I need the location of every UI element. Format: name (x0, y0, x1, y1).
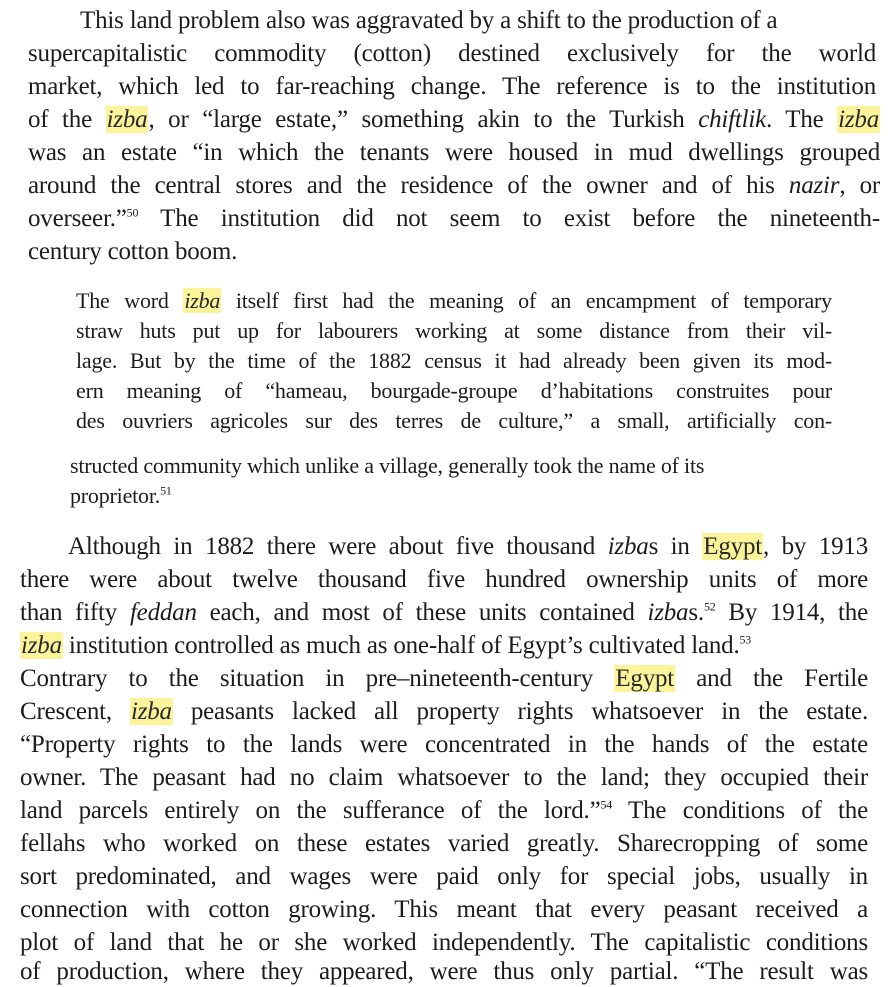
text-run: than fifty (20, 599, 130, 626)
text-run: peasants lacked all property rights whatsoever in the estate. (172, 698, 868, 725)
text-line (76, 407, 832, 435)
text-line (28, 138, 880, 168)
text-line (20, 796, 868, 826)
text-run: , or (839, 172, 881, 199)
italic-term: nazir (788, 172, 840, 199)
text-line (28, 105, 880, 135)
text-line (76, 377, 832, 405)
text-run: market, which led to far-reaching change. The reference is to the institution (28, 73, 876, 100)
italic-term: chiftlik (698, 106, 767, 133)
text-run: s in (648, 533, 703, 560)
text-run: Contrary to the situation in pre–nineteenth-century (20, 665, 615, 692)
text-line (76, 317, 832, 345)
text-run: itself first had the meaning of an encampment of temporary (221, 288, 832, 313)
text-line (20, 697, 868, 727)
text-line (20, 957, 868, 987)
text-line (80, 6, 876, 36)
text-run: and the Fertile (675, 665, 868, 692)
text-run: The institution did not seem to exist before the nineteenth- (138, 205, 880, 232)
text-line (20, 895, 868, 925)
text-run: each, and most of these units contained (196, 599, 648, 626)
highlighted-term: Egypt (615, 665, 675, 692)
text-line (20, 928, 868, 958)
footnote-marker: 53 (739, 632, 752, 647)
text-run: of production, where they appeared, were thus only partial. “The result was (20, 958, 868, 985)
text-run: supercapitalistic commodity (cotton) destined exclusively for the world (28, 40, 876, 67)
text-line (76, 347, 832, 375)
text-run: lage. But by the time of the 1882 census it had already been given its mod- (76, 348, 832, 373)
text-run: of the (28, 106, 106, 133)
highlighted-term: izba (838, 106, 880, 133)
text-run: sort predominated, and wages were paid only for special jobs, usually in (20, 863, 868, 890)
text-run: owner. The peasant had no claim whatsoever to the land; they occupied their (20, 764, 868, 791)
text-line (28, 204, 880, 234)
text-run: century cotton boom. (28, 238, 238, 265)
text-line (20, 631, 751, 661)
highlighted-term: Egypt (703, 533, 762, 560)
footnote-marker: 50 (126, 205, 139, 220)
text-run: s. (688, 599, 704, 626)
text-run: overseer.” (28, 205, 127, 232)
text-run: des ouvriers agricoles sur des terres de culture,” a small, artificially con- (76, 408, 832, 433)
text-run: fellahs who worked on these estates varied greatly. Sharecropping of some (20, 830, 868, 857)
text-line (20, 664, 868, 694)
text-line (70, 482, 172, 510)
text-run: institution controlled as much as one-half of Egypt’s cultivated land. (62, 632, 740, 659)
footnote-marker: 51 (160, 483, 172, 498)
text-line (20, 862, 868, 892)
text-run: proprietor. (70, 483, 161, 508)
text-run: around the central stores and the residence of the owner and of his (28, 172, 789, 199)
text-line (28, 171, 880, 201)
text-run: ern meaning of “hameau, bourgade-groupe d’habitations construites pour (76, 378, 832, 403)
text-run: there were about twelve thousand five hundred ownership units of more (20, 566, 868, 593)
text-line (20, 565, 868, 595)
text-line (68, 532, 868, 562)
text-run: plot of land that he or she worked independently. The capitalistic conditions (20, 929, 868, 956)
italic-term: feddan (129, 599, 197, 626)
text-run: connection with cotton growing. This meant that every peasant received a (20, 896, 868, 923)
text-line (20, 730, 868, 760)
text-run: The conditions of the (612, 797, 869, 824)
text-run: The word (76, 288, 184, 313)
highlighted-term: izba (21, 632, 62, 659)
text-run: This land problem also was aggravated by a shift to the production of a (80, 7, 778, 34)
text-run: structed community which unlike a village, generally took the name of its (70, 453, 705, 478)
text-line (28, 72, 876, 102)
highlighted-term: izba (184, 288, 221, 313)
text-line (76, 287, 832, 315)
italic-term: izba (647, 599, 689, 626)
italic-term: izba (607, 533, 649, 560)
text-line (20, 763, 868, 793)
highlighted-term: izba (106, 106, 148, 133)
text-run: . The (766, 106, 838, 133)
highlighted-term: izba (130, 698, 172, 725)
text-run: straw huts put up for labourers working at some distance from their vil- (76, 318, 832, 343)
text-run: , or “large estate,” something akin to the Turkish (148, 106, 699, 133)
footnote-marker: 54 (600, 797, 613, 812)
text-line (28, 39, 876, 69)
text-run: Crescent, (20, 698, 130, 725)
text-run: “Property rights to the lands were concentrated in the hands of the estate (20, 731, 868, 758)
text-run: Although in 1882 there were about five thousand (68, 533, 608, 560)
text-line (20, 598, 868, 628)
text-line (70, 452, 704, 480)
text-run: By 1914, the (715, 599, 868, 626)
text-run: was an estate “in which the tenants were housed in mud dwellings grouped (28, 139, 880, 166)
text-run: , by 1913 (763, 533, 868, 560)
text-line (20, 829, 868, 859)
text-line (28, 237, 237, 267)
text-run: land parcels entirely on the sufferance of the lord.” (20, 797, 601, 824)
footnote-marker: 52 (703, 599, 716, 614)
